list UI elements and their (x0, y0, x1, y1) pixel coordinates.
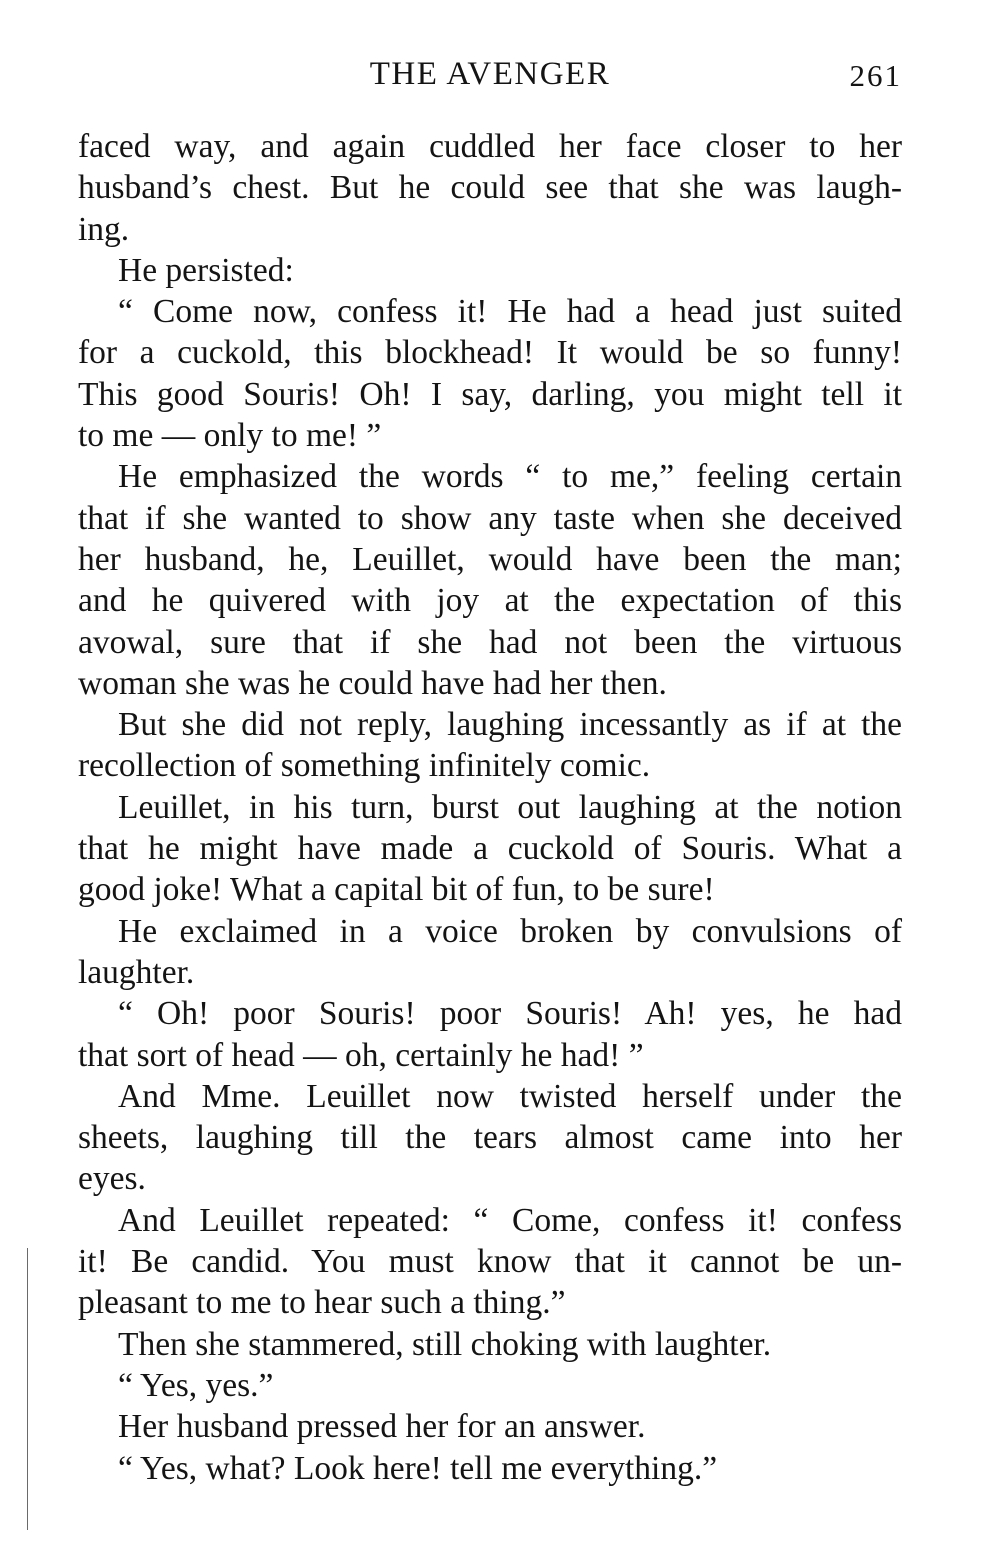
text-line: eyes. (78, 1160, 146, 1198)
text-line: laughter. (78, 953, 195, 991)
text-line: and he quivered with joy at the expectation of this (78, 582, 902, 620)
text-line: faced way, and again cuddled her face closer to her (78, 128, 902, 165)
text-line: This good Souris! Oh! I say, darling, you might tell it (78, 375, 902, 413)
text-line: Leuillet, in his turn, burst out laughing at the notion (118, 788, 902, 826)
text-line: “ Yes, yes.” (118, 1366, 274, 1404)
text-line: her husband, he, Leuillet, would have been the man; (78, 540, 902, 578)
text-line: But she did not reply, laughing incessantly as if at the (118, 706, 902, 744)
running-title: THE AVENGER (369, 56, 611, 92)
text-line: husband’s chest. But he could see that she was laugh- (78, 169, 902, 207)
text-line: that if she wanted to show any taste when she deceived (78, 499, 902, 537)
text-line: to me — only to me! ” (78, 417, 382, 455)
text-line: And Mme. Leuillet now twisted herself under the (118, 1077, 902, 1115)
text-line: sheets, laughing till the tears almost came into her (78, 1119, 902, 1157)
text-line: avowal, sure that if she had not been the virtuous (78, 623, 902, 661)
text-line: recollection of something infinitely comic. (78, 747, 651, 785)
text-line: good joke! What a capital bit of fun, to be sure! (78, 871, 715, 909)
text-line: Then she stammered, still choking with laughter. (118, 1325, 772, 1363)
text-line: pleasant to me to hear such a thing.” (78, 1284, 566, 1322)
text-line: woman she was he could have had her then. (78, 664, 667, 702)
text-line: that he might have made a cuckold of Souris. What a (78, 830, 902, 868)
page-number: 261 (849, 58, 902, 93)
margin-rule (27, 1248, 28, 1530)
text-line: “ Oh! poor Souris! poor Souris! Ah! yes, he had (118, 995, 902, 1033)
text-line: that sort of head — oh, certainly he had! ” (78, 1036, 644, 1074)
text-line: He emphasized the words “ to me,” feeling certain (118, 458, 902, 496)
text-line: And Leuillet repeated: “ Come, confess it! confess (118, 1201, 902, 1239)
text-line: ing. (78, 210, 130, 248)
text-line: He exclaimed in a voice broken by convulsions of (118, 912, 902, 950)
running-head (0, 56, 1000, 100)
text-line: Her husband pressed her for an answer. (118, 1408, 646, 1446)
text-line: it! Be candid. You must know that it cannot be un- (78, 1243, 902, 1281)
text-line: for a cuckold, this blockhead! It would be so funny! (78, 334, 902, 372)
text-line: “ Yes, what? Look here! tell me everything.” (118, 1449, 718, 1487)
body-text (78, 126, 902, 1489)
text-line: “ Come now, confess it! He had a head just suited (118, 293, 902, 331)
text-line: He persisted: (118, 251, 294, 289)
